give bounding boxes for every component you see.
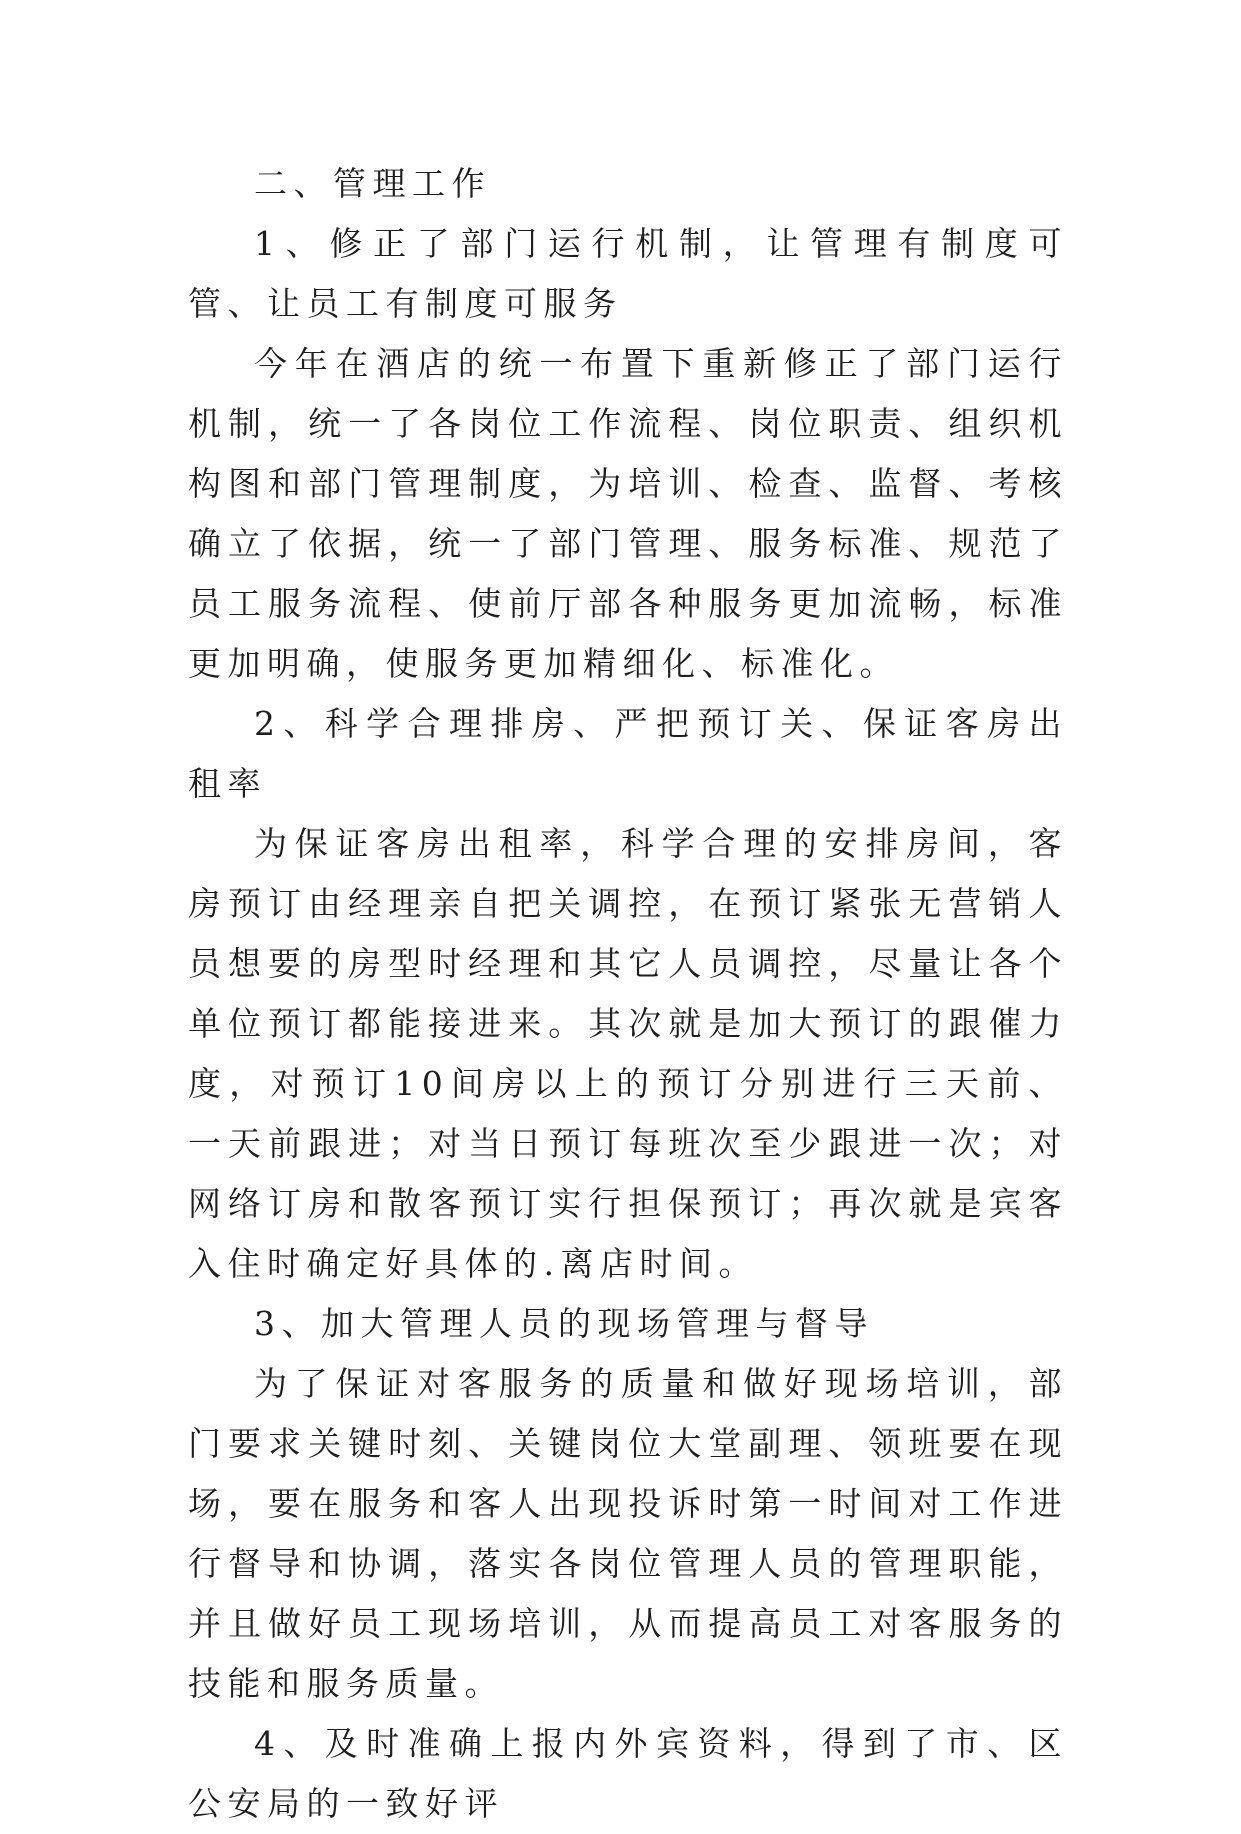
paragraph-3: 为了保证对客服务的质量和做好现场培训，部门要求关键时刻、关键岗位大堂副理、领班要在现场，要在服务和客人出现投诉时第一时间对工作进行督导和协调，落实各岗位管理人员的管理职能，并且做好员工现场培训，从而提高员工对客服务的技能和服务质量。 — [188, 1364, 1068, 1703]
section-heading: 二、管理工作 — [254, 164, 491, 203]
paragraph-1: 今年在酒店的统一布置下重新修正了部门运行机制，统一了各岗位工作流程、岗位职责、组织机构图和部门管理制度，为培训、检查、监督、考核确立了依据，统一了部门管理、服务标准、规范了员工服务流程、使前厅部各种服务更加流畅，标准更加明确，使服务更加精细化、标准化。 — [188, 344, 1068, 683]
subheading-1: 1、修正了部门运行机制，让管理有制度可管、让员工有制度可服务 — [188, 224, 1068, 323]
document-body — [188, 154, 1068, 1834]
subheading-2: 2、科学合理排房、严把预订关、保证客房出租率 — [188, 704, 1068, 803]
subheading-4: 4、及时准确上报内外宾资料，得到了市、区公安局的一致好评 — [188, 1724, 1068, 1823]
paragraph-2: 为保证客房出租率，科学合理的安排房间，客房预订由经理亲自把关调控，在预订紧张无营销人员想要的房型时经理和其它人员调控，尽量让各个单位预订都能接进来。其次就是加大预订的跟催力度，对预订10间房以上的预订分别进行三天前、一天前跟进；对当日预订每班次至少跟进一次；对网络订房和散客预订实行担保预订；再次就是宾客入住时确定好具体的.离店时间。 — [188, 824, 1068, 1283]
subheading-3: 3、加大管理人员的现场管理与督导 — [254, 1304, 874, 1343]
